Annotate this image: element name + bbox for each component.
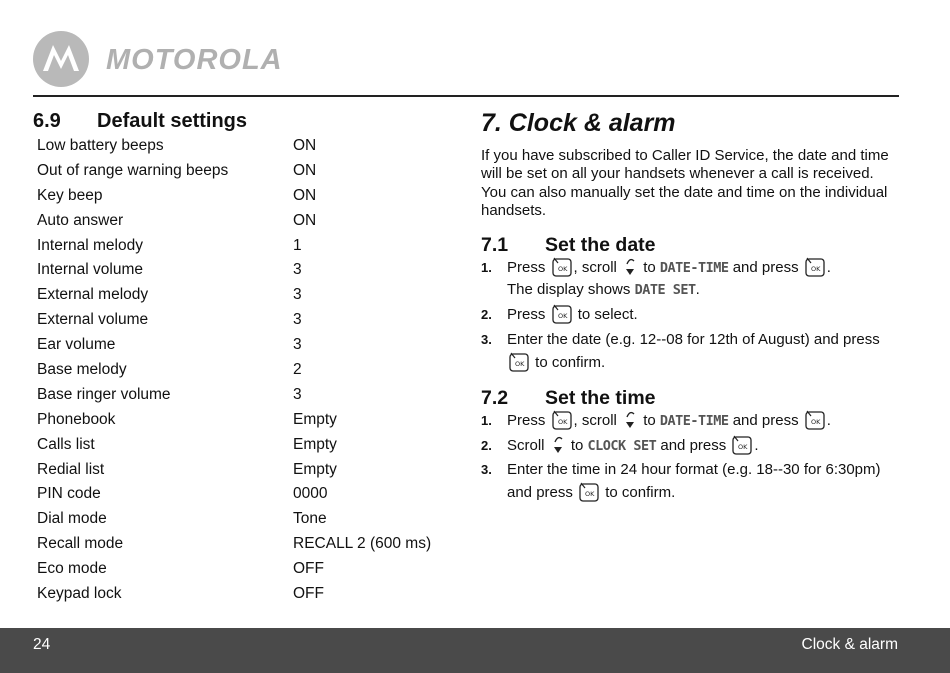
menu-keyword: DATE-TIME: [659, 259, 729, 276]
subsection-title: Set the date: [545, 233, 656, 256]
brand-wordmark: MOTOROLA: [106, 44, 283, 76]
setting-value: 3: [293, 336, 302, 354]
setting-value: 3: [293, 286, 302, 304]
step-item: 2. Press OK to select.: [481, 304, 901, 327]
setting-value: 2: [293, 361, 302, 379]
setting-value: RECALL 2 (600 ms): [293, 535, 432, 553]
setting-value: 3: [293, 311, 302, 329]
setting-name: Key beep: [37, 186, 103, 204]
subsection-title: Set the time: [545, 387, 656, 410]
ok-key-icon: [552, 304, 572, 324]
chapter-intro: If you have subscribed to Caller ID Service, the date and time will be set on all your handsets whenever a call is received. You can also manually set the date and time on the individual handsets.: [481, 147, 889, 220]
clock-alarm-chapter: [481, 106, 901, 504]
setting-name: Recall mode: [37, 535, 124, 553]
setting-row: [33, 582, 453, 607]
menu-keyword: DATE-TIME: [659, 413, 729, 430]
setting-row: [33, 482, 453, 507]
page-header: [0, 0, 950, 97]
step-number: 2.: [481, 306, 492, 322]
svg-text:OK: OK: [585, 489, 595, 498]
ok-key-icon: [805, 257, 825, 277]
setting-row: [33, 383, 453, 408]
setting-value: Tone: [293, 510, 327, 528]
setting-row: [33, 333, 453, 358]
setting-row: [33, 283, 453, 308]
set-date-heading: [481, 233, 901, 257]
setting-value: ON: [293, 186, 317, 204]
section-number: 6.9: [33, 110, 61, 132]
step-item: 1. Press OK , scroll to DATE-TIME and press OK .: [481, 410, 901, 433]
setting-row: [33, 358, 453, 383]
ok-key-icon: [509, 352, 529, 372]
setting-value: OFF: [293, 585, 324, 603]
svg-text:OK: OK: [557, 418, 567, 427]
setting-name: Phonebook: [37, 410, 116, 428]
setting-name: External volume: [37, 311, 149, 329]
setting-row: [33, 507, 453, 532]
section-title: Default settings: [97, 110, 248, 132]
setting-row: [33, 308, 453, 333]
subsection-number: 7.2: [481, 387, 509, 410]
setting-row: [33, 134, 453, 159]
setting-name: Base ringer volume: [37, 385, 171, 403]
svg-text:OK: OK: [738, 442, 748, 451]
step-number: 1.: [481, 413, 492, 429]
section-heading: [33, 108, 453, 134]
setting-name: Dial mode: [37, 510, 107, 528]
setting-value: ON: [293, 161, 317, 179]
header-rule: [33, 95, 899, 97]
step-item: 2. Scroll to CLOCK SET and press OK .: [481, 435, 901, 458]
setting-value: 3: [293, 385, 302, 403]
default-settings-section: [33, 108, 453, 607]
setting-row: [33, 234, 453, 259]
setting-name: Internal melody: [37, 236, 143, 254]
set-date-steps: [481, 257, 901, 375]
setting-row: [33, 557, 453, 582]
subsection-number: 7.1: [481, 233, 509, 256]
settings-list: [33, 134, 453, 607]
page-footer: [0, 628, 950, 673]
ok-key-icon: [732, 435, 752, 455]
setting-name: Ear volume: [37, 336, 116, 354]
step-item: 1. Press OK , scroll to DATE-TIME and press OK . The display shows DATE SET.: [481, 258, 831, 299]
setting-row: [33, 458, 453, 483]
setting-value: OFF: [293, 560, 324, 578]
page-number: 24: [33, 636, 51, 653]
motorola-logo-icon: [33, 31, 89, 87]
setting-value: ON: [293, 211, 317, 229]
setting-name: Internal volume: [37, 261, 143, 279]
setting-value: 1: [293, 236, 302, 254]
setting-name: PIN code: [37, 485, 101, 503]
setting-name: Eco mode: [37, 560, 107, 578]
setting-row: [33, 408, 453, 433]
setting-value: ON: [293, 137, 317, 154]
ok-key-icon: [552, 410, 572, 430]
setting-row: [33, 184, 453, 209]
setting-value: Empty: [293, 435, 337, 453]
step-number: 3.: [481, 332, 492, 348]
setting-name: Calls list: [37, 435, 95, 453]
setting-row: [33, 209, 453, 234]
scroll-updown-icon: [624, 410, 636, 430]
svg-text:OK: OK: [810, 264, 821, 273]
set-time-heading: [481, 386, 901, 410]
ok-key-icon: [805, 410, 825, 430]
svg-text:OK: OK: [515, 359, 525, 368]
menu-keyword: DATE SET: [634, 282, 696, 299]
ok-key-icon: [579, 482, 599, 502]
setting-value: 3: [293, 261, 302, 279]
scroll-updown-icon: [552, 435, 564, 455]
step-number: 1.: [481, 259, 492, 275]
svg-text:OK: OK: [557, 264, 567, 273]
setting-name: External melody: [37, 286, 149, 304]
setting-row: [33, 433, 453, 458]
set-time-steps: [481, 410, 901, 504]
svg-text:OK: OK: [810, 418, 821, 427]
step-number: 3.: [481, 462, 492, 478]
menu-keyword: CLOCK SET: [587, 437, 657, 454]
setting-name: Auto answer: [37, 211, 124, 229]
setting-row: [33, 532, 453, 557]
svg-text:OK: OK: [557, 311, 567, 320]
setting-row: [33, 258, 453, 283]
setting-name: Redial list: [37, 460, 105, 478]
setting-value: 0000: [293, 485, 328, 503]
chapter-title: 7. Clock & alarm: [481, 109, 676, 137]
setting-value: Empty: [293, 410, 337, 428]
scroll-updown-icon: [624, 257, 636, 277]
setting-name: Low battery beeps: [37, 137, 164, 154]
setting-name: Out of range warning beeps: [37, 161, 229, 179]
setting-name: Base melody: [37, 361, 127, 379]
setting-value: Empty: [293, 460, 337, 478]
step-item: 3. Enter the date (e.g. 12--08 for 12th of August) and press OK to confirm.: [481, 331, 880, 371]
setting-name: Keypad lock: [37, 585, 122, 603]
setting-row: [33, 159, 453, 184]
footer-chapter-title: Clock & alarm: [801, 636, 898, 653]
step-item: 3. Enter the time in 24 hour format (e.g. 18--30 for 6:30pm) and press OK to confirm.: [481, 461, 881, 501]
ok-key-icon: [552, 257, 572, 277]
step-number: 2.: [481, 437, 492, 453]
